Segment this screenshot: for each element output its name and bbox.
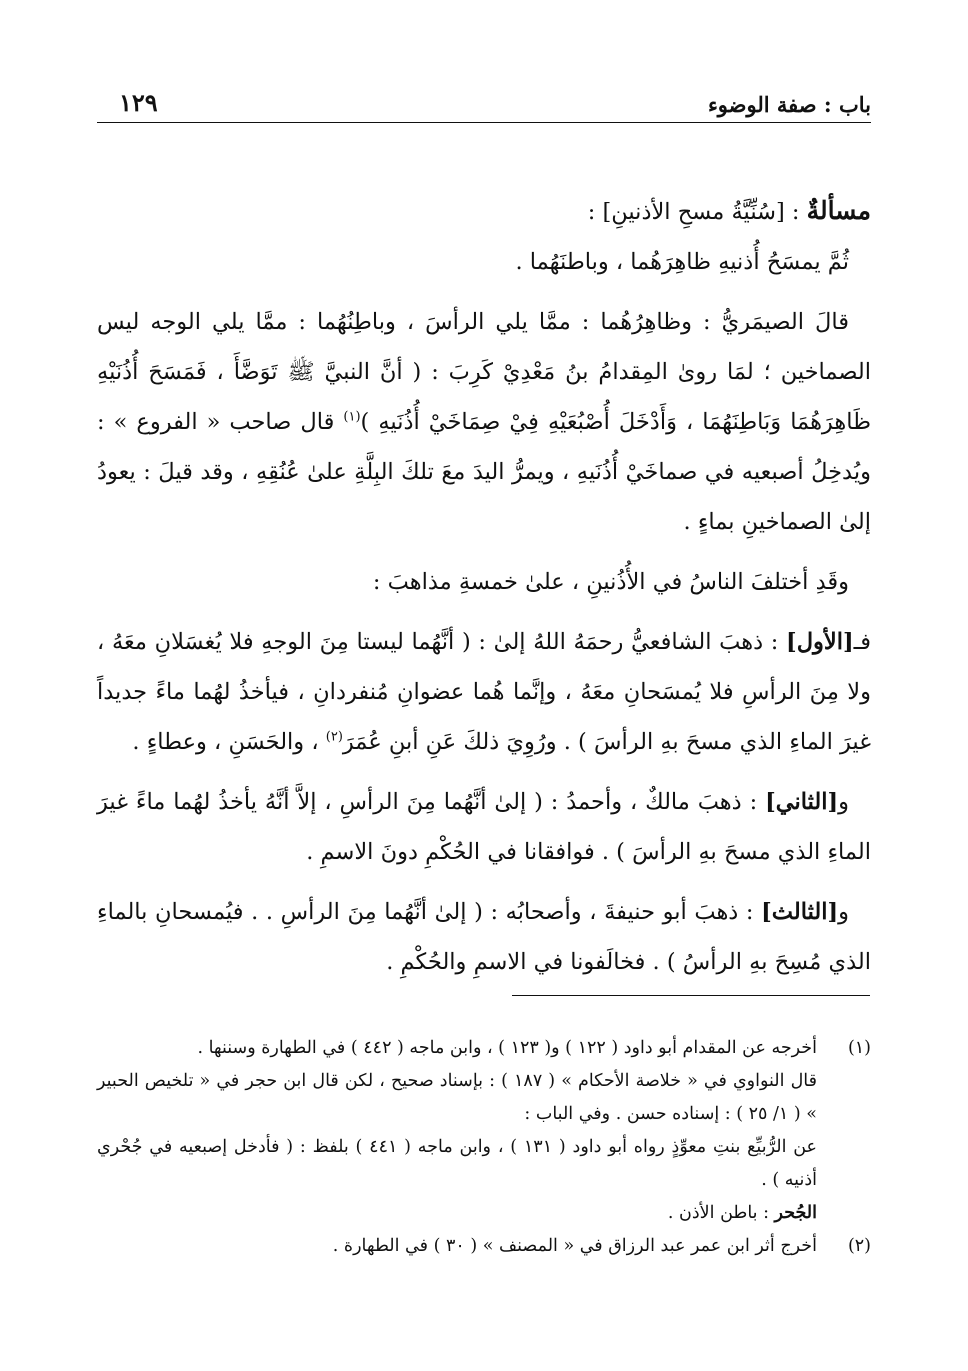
- opinion-text: : ذهبَ أبو حنيفةَ ، وأصحابُه : ( إلىٰ أنَّهُما مِنَ الرأسِ . . فيُمسحانِ بالماءِ الذي مُسِحَ بهِ الرأسُ ) . فخالَفونا في الاسمِ والحُكْمِ .: [97, 899, 871, 975]
- footnote-number: (١): [847, 1038, 871, 1058]
- opinion-text: : ذهبَ الشافعيُّ رحمَهُ اللهُ إلىٰ : ( أنَّهُما ليستا مِنَ الوجهِ فلا يُغسَلانِ معَهُ ، ولا مِنَ الرأسِ فلا يُمسَحانِ معَهُ ، وإنَّما هُما عضوانِ مُنفردانِ ، فيأخذُ لهُما ماءً جديداً غيرَ الماءِ الذي مسحَ بهِ الرأسَ ) . ورُوِيَ ذلكَ عَنِ أبنِ عُمَرَ: [97, 629, 871, 755]
- footnote-line: أخرجه عن المقدام أبو داود ( ١٢٢ ) و( ١٢٣ ) ، وابن ماجه ( ٤٤٢ ) في الطهارة وسننها .: [197, 1038, 817, 1058]
- paragraph: ثُمَّ يمسَحُ أُذنيهِ ظاهِرَهُما ، وباطنَهُما .: [515, 249, 849, 275]
- opinion-text: : ذهبَ مالكٌ ، وأحمدُ : ( إلىٰ أنَّهُما مِنَ الرأسِ ، إلاَّ أنَّهُ يأخذُ لهُما ماءً غيرَ الماءِ الذي مسحَ بهِ الرأسَ ) . فوافقانا في الحُكْمِ دونَ الاسمِ .: [97, 789, 871, 865]
- footnote-line: عن الرُّبيِّع بنتِ معوِّذٍ رواه أبو داود ( ١٣١ ) ، وابن ماجه ( ٤٤١ ) بلفظ : ( فأدخل إصبعيه في جُحْري أذنيه ) .: [97, 1137, 817, 1190]
- footnote-text: [97, 1230, 817, 1263]
- footnote-line: [97, 1197, 817, 1230]
- opinion-first: [97, 617, 871, 767]
- footnotes: [97, 1032, 871, 1263]
- paragraph: وقَدِ أختلفَ الناسُ في الأُذُنينِ ، علىٰ خمسةِ مذاهبَ :: [372, 569, 849, 595]
- issue-label: مسألةٌ: [806, 196, 871, 225]
- footnote-line: قال النواوي في « خلاصة الأحكام » ( ١٨٧ ) : بإسناد صحيح ، لكن قال ابن حجر في « تلخيص الحبير » ( ١/ ٢٥ ) : إسناده حسن . وفي الباب :: [97, 1071, 817, 1124]
- page-number: ١٢٩: [119, 88, 158, 117]
- footnote: [97, 1230, 871, 1263]
- footnote-line: أخرج أثر ابن عمر عبد الرزاق في « المصنف » ( ٣٠ ) في الطهارة .: [332, 1236, 817, 1256]
- footnote-term-definition: : باطن الأذن .: [667, 1203, 775, 1223]
- paragraph-text: قالَ الصيمَريُّ : وظاهِرُهُما : ممَّا يلي الرأسَ ، وباطِنُهُما : ممَّا يلي الوجه ليس الصماخين ؛ لمَا روىٰ المِقدامُ بنُ مَعْدِيْ كَرِبَ : ( أنَّ النبيَّ ﷺ تَوَضَّأَ ، فَمَسَحَ أُذُنَيْهِ ظَاهِرَهُمَا وَبَاطِنَهُمَا ، وَأَدْخَلَ أُصْبُعَيْهِ فِيْ صِمَاخَيْ أُذُنَيهِ ): [97, 309, 871, 435]
- footnote: [97, 1032, 871, 1230]
- opinion-prefix: فـ: [853, 629, 871, 655]
- footnote-ref: (١): [343, 409, 361, 425]
- footnote-ref: (٢): [325, 729, 343, 745]
- opinion-label: [الأول]: [786, 629, 854, 655]
- opinion-prefix: و: [838, 789, 849, 815]
- paragraph: [97, 297, 871, 547]
- opinion-label: [الثاني]: [765, 789, 839, 815]
- running-header: [97, 84, 871, 123]
- opinion-text-after: ، والحَسَنِ ، وعطاءٍ .: [132, 729, 326, 755]
- main-text: [97, 186, 871, 987]
- opinion-prefix: و: [838, 899, 849, 925]
- issue-title: : [سُنِّيَّةُ مسحِ الأذنينِ] :: [587, 199, 807, 225]
- opinion-label: [الثالث]: [761, 899, 839, 925]
- footnote-text: [97, 1032, 817, 1230]
- paragraph-text: قال صاحب « الفروع » : ويُدخِلُ أصبعيه في صماخَيْ أُذُنَيهِ ، ويمرُّ اليدَ معَ تلكَ البِلَّةِ علىٰ عُنُقِهِ ، وقد قيلَ : يعودُ إلىٰ الصماخينِ بماءٍ .: [97, 409, 871, 535]
- opinion-third: [97, 887, 871, 987]
- footnote-separator: [512, 995, 870, 996]
- opinion-second: [97, 777, 871, 877]
- chapter-title: باب : صفة الوضوء: [707, 92, 871, 117]
- footnote-number: (٢): [847, 1236, 871, 1256]
- issue-heading: [97, 186, 871, 237]
- footnote-term: الجُحر: [774, 1203, 817, 1223]
